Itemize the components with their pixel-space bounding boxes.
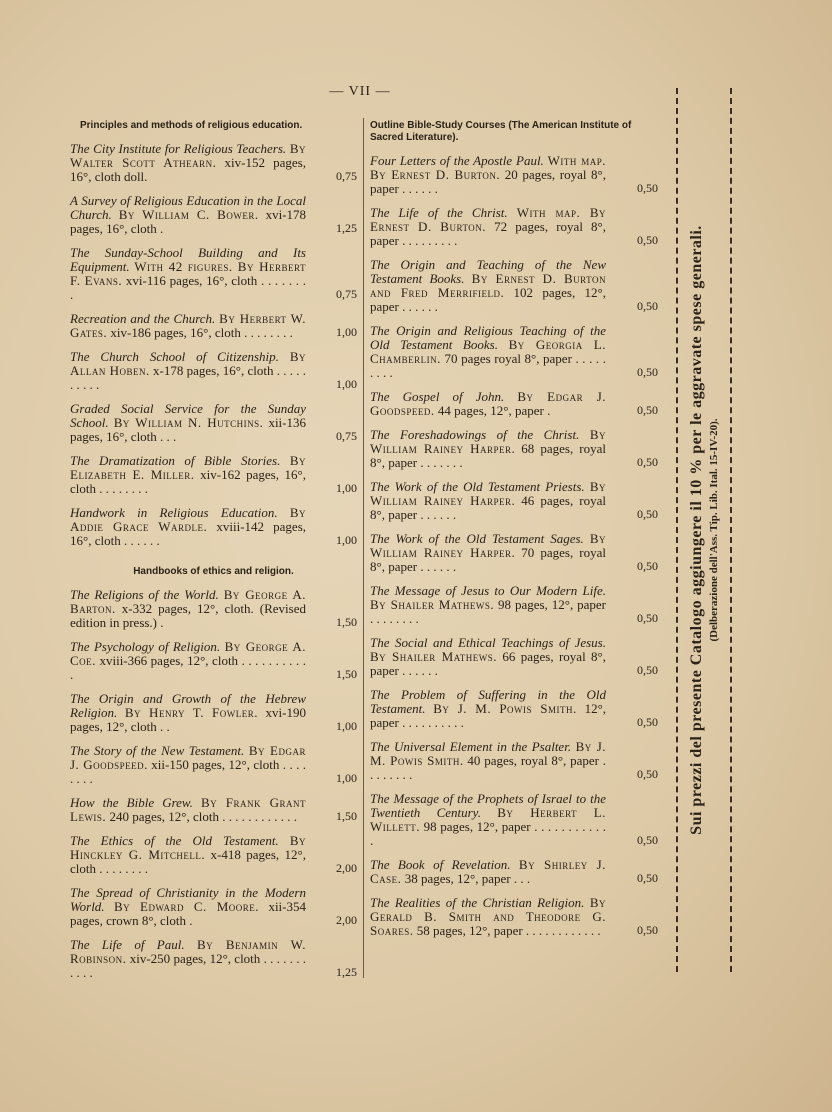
entry-text: [370, 324, 606, 380]
book-details: 40 pages, royal 8°, paper . . . . . . . .: [370, 753, 606, 782]
right-column: [370, 118, 658, 948]
entry-text: [370, 896, 606, 938]
book-price: 1,00: [336, 719, 357, 733]
outline-course-entry: [370, 324, 658, 380]
principles-entry: [70, 246, 357, 302]
book-price: 0,50: [637, 365, 658, 379]
left-column: [70, 118, 357, 990]
book-title: Handwork in Religious Education.: [70, 505, 278, 520]
book-price: 0,50: [637, 923, 658, 937]
principles-entry: [70, 454, 357, 496]
entry-text: [370, 740, 606, 782]
book-details: xvi-178 pages, 16°, cloth .: [70, 207, 307, 236]
book-author: By Gerald B. Smith and Theodore G. Soares.: [370, 895, 606, 938]
book-price: 0,50: [637, 715, 658, 729]
principles-entry: [70, 402, 357, 444]
book-details: xiv-186 pages, 16°, cloth . . . . . . . .: [110, 325, 293, 340]
book-price: 1,00: [336, 771, 357, 785]
book-author: By Edgar J. Goodspeed.: [70, 743, 306, 772]
book-details: 72 pages, royal 8°, paper . . . . . . . . .: [370, 219, 607, 248]
entry-text: [70, 938, 306, 980]
book-price: 1,50: [336, 809, 357, 823]
book-title: Graded Social Service for the Sunday School.: [70, 401, 306, 430]
book-author: With map. By Ernest D. Burton.: [370, 205, 606, 234]
book-title: The Spread of Christianity in the Modern World.: [70, 885, 306, 914]
book-author: By Herbert L. Willett.: [370, 805, 606, 834]
book-price: 0,50: [637, 871, 658, 885]
book-price: 2,00: [336, 913, 357, 927]
entry-text: [370, 858, 606, 886]
book-price: 0,50: [637, 611, 658, 625]
outline-courses-entry-list: [370, 154, 658, 938]
book-price: 0,50: [637, 181, 658, 195]
entry-text: [70, 834, 306, 876]
entry-text: [70, 454, 306, 496]
book-author: By Henry T. Fowler.: [124, 705, 258, 720]
book-author: By William N. Hutchins.: [113, 415, 264, 430]
book-author: By Hinckley G. Mitchell.: [70, 833, 306, 862]
outline-course-entry: [370, 584, 658, 626]
entry-text: [370, 390, 606, 418]
book-price: 1,25: [336, 965, 357, 979]
handbooks-entry: [70, 744, 357, 786]
principles-entry: [70, 142, 357, 184]
book-price: 1,00: [336, 325, 357, 339]
book-author: By Georgia L. Chamberlin.: [370, 337, 606, 366]
entry-text: [70, 588, 306, 630]
book-author: By Allan Hoben.: [70, 349, 306, 378]
outline-course-entry: [370, 740, 658, 782]
handbooks-entry: [70, 796, 357, 824]
book-title: The Social and Ethical Teachings of Jesus.: [370, 635, 606, 650]
book-details: 70 pages, royal 8°, paper . . . . . .: [370, 545, 607, 574]
book-details: xviii-142 pages, 16°, cloth . . . . . .: [70, 519, 307, 548]
book-price: 0,50: [637, 507, 658, 521]
book-details: x-178 pages, 16°, cloth . . . . . . . . . .: [70, 363, 306, 392]
entry-text: [70, 312, 306, 340]
principles-entry: [70, 312, 357, 340]
book-title: The Life of Paul.: [70, 937, 185, 952]
book-author: By Herbert W. Gates.: [70, 311, 307, 340]
book-details: x-332 pages, 12°, cloth. (Revised edition in press.) .: [70, 601, 306, 630]
price-notice-box: [676, 88, 732, 972]
book-details: 44 pages, 12°, paper .: [437, 403, 551, 418]
entry-text: [70, 402, 306, 444]
book-title: The Life of the Christ.: [370, 205, 508, 220]
book-details: xvi-116 pages, 16°, cloth . . . . . . . .: [70, 273, 307, 302]
book-title: The Origin and Growth of the Hebrew Religion.: [70, 691, 306, 720]
column-divider: [363, 118, 364, 978]
handbooks-entry: [70, 588, 357, 630]
book-title: The Ethics of the Old Testament.: [70, 833, 279, 848]
book-title: How the Bible Grew.: [70, 795, 193, 810]
book-price: 0,50: [637, 833, 658, 847]
entry-text: [70, 886, 306, 928]
book-title: A Survey of Religious Education in the Local Church.: [70, 193, 306, 222]
principles-entry-list: [70, 142, 357, 548]
handbooks-entry: [70, 886, 357, 928]
book-author: By Frank Grant Lewis.: [70, 795, 306, 824]
entry-text: [370, 532, 606, 574]
book-title: The Work of the Old Testament Sages.: [370, 531, 584, 546]
book-title: The Church School of Citizenship.: [70, 349, 279, 364]
entry-text: [370, 480, 606, 522]
section-title-principles: Principles and methods of religious education.: [80, 120, 303, 131]
principles-entry: [70, 506, 357, 548]
book-details: xii-136 pages, 16°, cloth . . .: [70, 415, 306, 444]
page-number: — VII —: [329, 84, 391, 99]
book-details: 46 pages, royal 8°, paper . . . . . .: [370, 493, 607, 522]
book-title: Four Letters of the Apostle Paul.: [370, 153, 544, 168]
entry-text: [370, 688, 606, 730]
book-author: By Shailer Mathews.: [370, 649, 497, 664]
principles-entry: [70, 350, 357, 392]
book-author: By J. M. Powis Smith.: [370, 739, 607, 768]
book-title: The Problem of Suffering in the Old Testament.: [370, 687, 606, 716]
outline-course-entry: [370, 480, 658, 522]
entry-text: [70, 350, 306, 392]
book-title: Recreation and the Church.: [70, 311, 216, 326]
book-details: 58 pages, 12°, paper . . . . . . . . . . . .: [416, 923, 601, 938]
entry-text: [70, 506, 306, 548]
book-price: 0,50: [637, 455, 658, 469]
book-price: 1,50: [336, 667, 357, 681]
book-details: 240 pages, 12°, cloth . . . . . . . . . . . .: [109, 809, 297, 824]
price-notice-deliberation: (Delberazione dell'Ass. Tip. Lib. Ital. 15-IV-20).: [708, 418, 720, 642]
book-title: The Psychology of Religion.: [70, 639, 221, 654]
book-price: 0,75: [336, 429, 357, 443]
book-details: xiv-250 pages, 12°, cloth . . . . . . . . . . .: [70, 951, 306, 980]
entry-text: [370, 428, 606, 470]
book-title: The Origin and Religious Teaching of the Old Testament Books.: [370, 323, 606, 352]
book-author: By Ernest D. Burton and Fred Merrifield.: [370, 271, 606, 300]
book-details: 68 pages, royal 8°, paper . . . . . . .: [370, 441, 607, 470]
entry-text: [370, 206, 606, 248]
outline-course-entry: [370, 858, 658, 886]
book-title: The Gospel of John.: [370, 389, 505, 404]
book-details: 66 pages, royal 8°, paper . . . . . .: [370, 649, 607, 678]
outline-course-entry: [370, 896, 658, 938]
book-details: 102 pages, 12°, paper . . . . . .: [370, 285, 606, 314]
book-author: By William Rainey Harper.: [370, 479, 606, 508]
book-title: The Foreshadowings of the Christ.: [370, 427, 580, 442]
book-price: 1,25: [336, 221, 357, 235]
handbooks-entry: [70, 640, 357, 682]
book-author: By Benjamin W. Robinson.: [70, 937, 307, 966]
handbooks-entry: [70, 692, 357, 734]
book-author: By Elizabeth E. Miller.: [70, 453, 306, 482]
handbooks-entry: [70, 834, 357, 876]
outline-course-entry: [370, 688, 658, 730]
section-title-handbooks: Handbooks of ethics and religion.: [133, 566, 294, 577]
book-price: 0,50: [637, 233, 658, 247]
entry-text: [70, 692, 306, 734]
book-details: 20 pages, royal 8°, paper . . . . . .: [370, 167, 606, 196]
book-title: The Sunday-School Building and Its Equipment.: [70, 245, 306, 274]
outline-course-entry: [370, 206, 658, 248]
book-price: 0,50: [637, 559, 658, 573]
book-details: xiv-162 pages, 16°, cloth . . . . . . . .: [70, 467, 306, 496]
book-author: By Addie Grace Wardle.: [70, 505, 307, 534]
entry-text: [70, 246, 306, 302]
book-price: 0,50: [637, 299, 658, 313]
book-author: By Edgar J. Goodspeed.: [370, 389, 606, 418]
book-title: The Religions of the World.: [70, 587, 219, 602]
handbooks-entry: [70, 938, 357, 980]
book-price: 1,00: [336, 377, 357, 391]
outline-course-entry: [370, 792, 658, 848]
book-price: 0,75: [336, 169, 357, 183]
book-details: 12°, paper . . . . . . . . . .: [370, 701, 607, 730]
book-price: 0,50: [637, 767, 658, 781]
book-author: By Walter Scott Athearn.: [70, 141, 307, 170]
principles-entry: [70, 194, 357, 236]
book-title: The City Institute for Religious Teachers.: [70, 141, 287, 156]
book-author: By William Rainey Harper.: [370, 531, 606, 560]
book-price: 0,75: [336, 287, 357, 301]
book-details: 38 pages, 12°, paper . . .: [404, 871, 531, 886]
price-notice-line: Sui prezzi del presente Catalogo aggiungere il 10 % per le aggravate spese generali.: [688, 225, 705, 835]
outline-course-entry: [370, 532, 658, 574]
entry-text: [370, 636, 606, 678]
book-details: x-418 pages, 12°, cloth . . . . . . . .: [70, 847, 306, 876]
book-price: 0,50: [637, 663, 658, 677]
book-title: The Story of the New Testament.: [70, 743, 245, 758]
book-details: 98 pages, 12°, paper . . . . . . . .: [370, 597, 606, 626]
book-author: By George A. Coe.: [70, 639, 306, 668]
entry-text: [370, 258, 606, 314]
entry-text: [70, 640, 306, 682]
entry-text: [70, 142, 306, 184]
book-author: By George A. Barton.: [70, 587, 307, 616]
book-price: 0,50: [637, 403, 658, 417]
outline-course-entry: [370, 390, 658, 418]
handbooks-entry-list: [70, 588, 357, 980]
price-notice-text: [688, 225, 720, 835]
book-author: By J. M. Powis Smith.: [433, 701, 577, 716]
book-author: With 42 figures. By Herbert F. Evans.: [70, 259, 307, 288]
book-price: 1,50: [336, 615, 357, 629]
book-title: The Origin and Teaching of the New Testament Books.: [370, 257, 606, 286]
book-title: The Work of the Old Testament Priests.: [370, 479, 585, 494]
book-title: The Message of the Prophets of Israel to the Twentieth Century.: [370, 791, 606, 820]
book-details: xii-150 pages, 12°, cloth . . . . . . . .: [70, 757, 307, 786]
book-details: 70 pages royal 8°, paper . . . . . . . . .: [370, 351, 606, 380]
book-price: 1,00: [336, 481, 357, 495]
book-title: The Message of Jesus to Our Modern Life.: [370, 583, 606, 598]
book-details: xii-354 pages, crown 8°, cloth .: [70, 899, 306, 928]
book-author: By William Rainey Harper.: [370, 427, 607, 456]
entry-text: [370, 792, 606, 848]
book-details: xviii-366 pages, 12°, cloth . . . . . . . . . . .: [70, 653, 306, 682]
book-price: 2,00: [336, 861, 357, 875]
entry-text: [70, 194, 306, 236]
book-author: By Shailer Mathews.: [370, 597, 495, 612]
section-title-outline-courses: Outline Bible-Study Courses (The American Institute of Sacred Literature).: [370, 120, 632, 143]
book-details: xvi-190 pages, 12°, cloth . .: [70, 705, 306, 734]
book-details: xiv-152 pages, 16°, cloth doll.: [70, 155, 306, 184]
outline-course-entry: [370, 636, 658, 678]
entry-text: [370, 154, 606, 196]
entry-text: [70, 796, 306, 824]
entry-text: [370, 584, 606, 626]
book-details: 98 pages, 12°, paper . . . . . . . . . . . .: [370, 819, 607, 848]
book-title: The Realities of the Christian Religion.: [370, 895, 585, 910]
book-author: By William C. Bower.: [118, 207, 259, 222]
outline-course-entry: [370, 428, 658, 470]
outline-course-entry: [370, 258, 658, 314]
book-title: The Dramatization of Bible Stories.: [70, 453, 281, 468]
book-title: The Book of Revelation.: [370, 857, 511, 872]
outline-course-entry: [370, 154, 658, 196]
book-price: 1,00: [336, 533, 357, 547]
entry-text: [70, 744, 306, 786]
book-title: The Universal Element in the Psalter.: [370, 739, 572, 754]
book-author: By Shirley J. Case.: [370, 857, 606, 886]
book-author: By Edward C. Moore.: [113, 899, 260, 914]
book-author: With map. By Ernest D. Burton.: [370, 153, 606, 182]
